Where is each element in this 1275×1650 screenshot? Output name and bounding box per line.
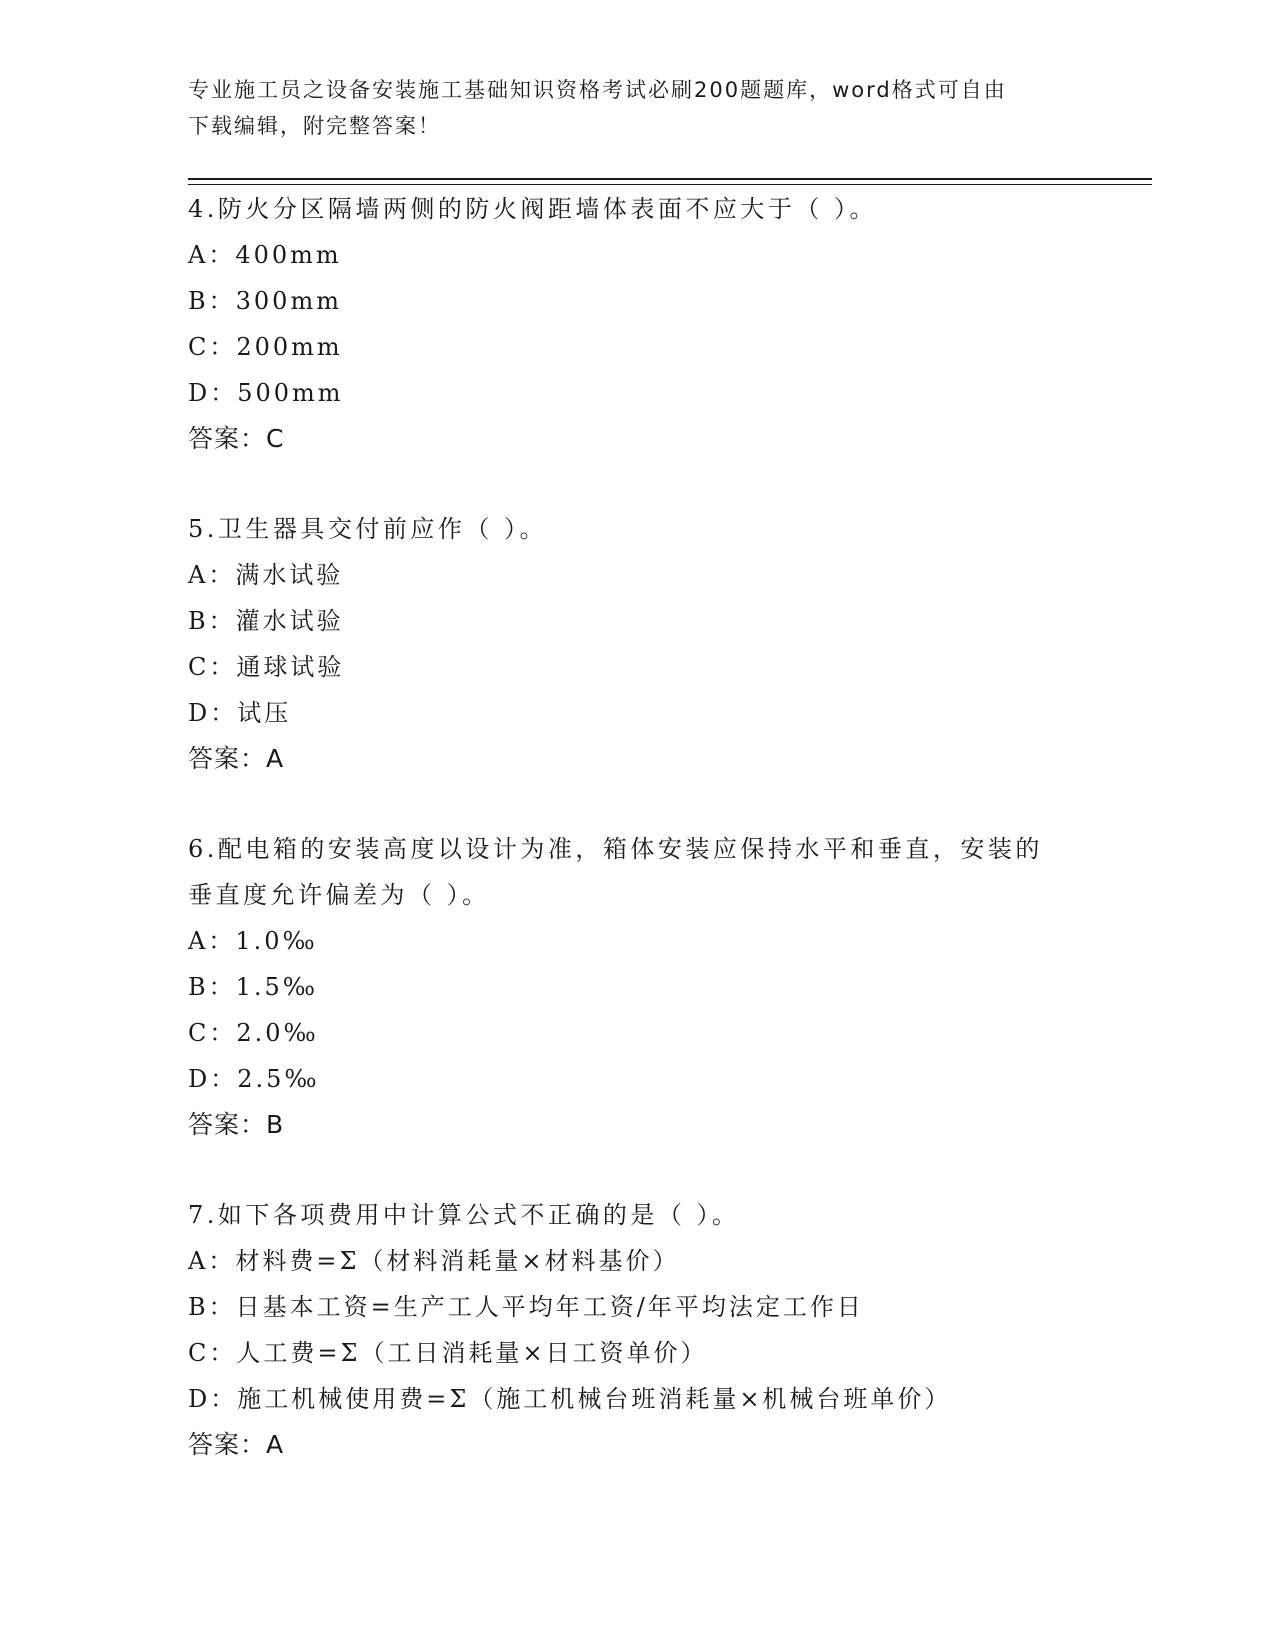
option-a: A：满水试验 [188, 561, 344, 589]
answer: 答案：A [188, 744, 285, 773]
header-line-2: 下载编辑，附完整答案！ [188, 114, 441, 138]
question-stem: 5.卫生器具交付前应作（ ）。 [188, 515, 548, 543]
question-6 [188, 826, 1088, 1148]
question-7 [188, 1192, 1088, 1468]
question-5 [188, 506, 1088, 782]
header-line-1: 专业施工员之设备安装施工基础知识资格考试必刷200题题库，word格式可自由 [188, 78, 1007, 102]
option-d: D：施工机械使用费=Σ（施工机械台班消耗量×机械台班单价） [188, 1385, 952, 1413]
answer: 答案：A [188, 1430, 285, 1459]
option-b: B：1.5‰ [188, 973, 319, 1001]
option-c: C：200mm [188, 333, 343, 361]
option-a: A：材料费=Σ（材料消耗量×材料基价） [188, 1247, 680, 1275]
option-c: C：2.0‰ [188, 1019, 319, 1047]
question-4 [188, 186, 1088, 462]
option-a: A：400mm [188, 241, 342, 269]
option-b: B：300mm [188, 287, 342, 315]
header-divider [188, 178, 1152, 180]
question-stem: 6.配电箱的安装高度以设计为准，箱体安装应保持水平和垂直，安装的垂直度允许偏差为（ ）。 [188, 835, 1043, 909]
option-d: D：500mm [188, 379, 344, 407]
question-list [188, 186, 1088, 1512]
option-a: A：1.0‰ [188, 927, 318, 955]
document-header [188, 72, 1068, 144]
option-c: C：人工费=Σ（工日消耗量×日工资单价） [188, 1339, 708, 1367]
header-divider-thin [188, 184, 1152, 185]
option-c: C：通球试验 [188, 653, 345, 681]
option-b: B：日基本工资=生产工人平均年工资/年平均法定工作日 [188, 1293, 864, 1321]
question-stem: 4.防火分区隔墙两侧的防火阀距墙体表面不应大于（ ）。 [188, 195, 878, 223]
option-d: D：2.5‰ [188, 1065, 320, 1093]
answer: 答案：B [188, 1110, 285, 1139]
answer: 答案：C [188, 424, 285, 453]
option-d: D：试压 [188, 699, 292, 727]
option-b: B：灌水试验 [188, 607, 344, 635]
question-stem: 7.如下各项费用中计算公式不正确的是（ ）。 [188, 1201, 740, 1229]
